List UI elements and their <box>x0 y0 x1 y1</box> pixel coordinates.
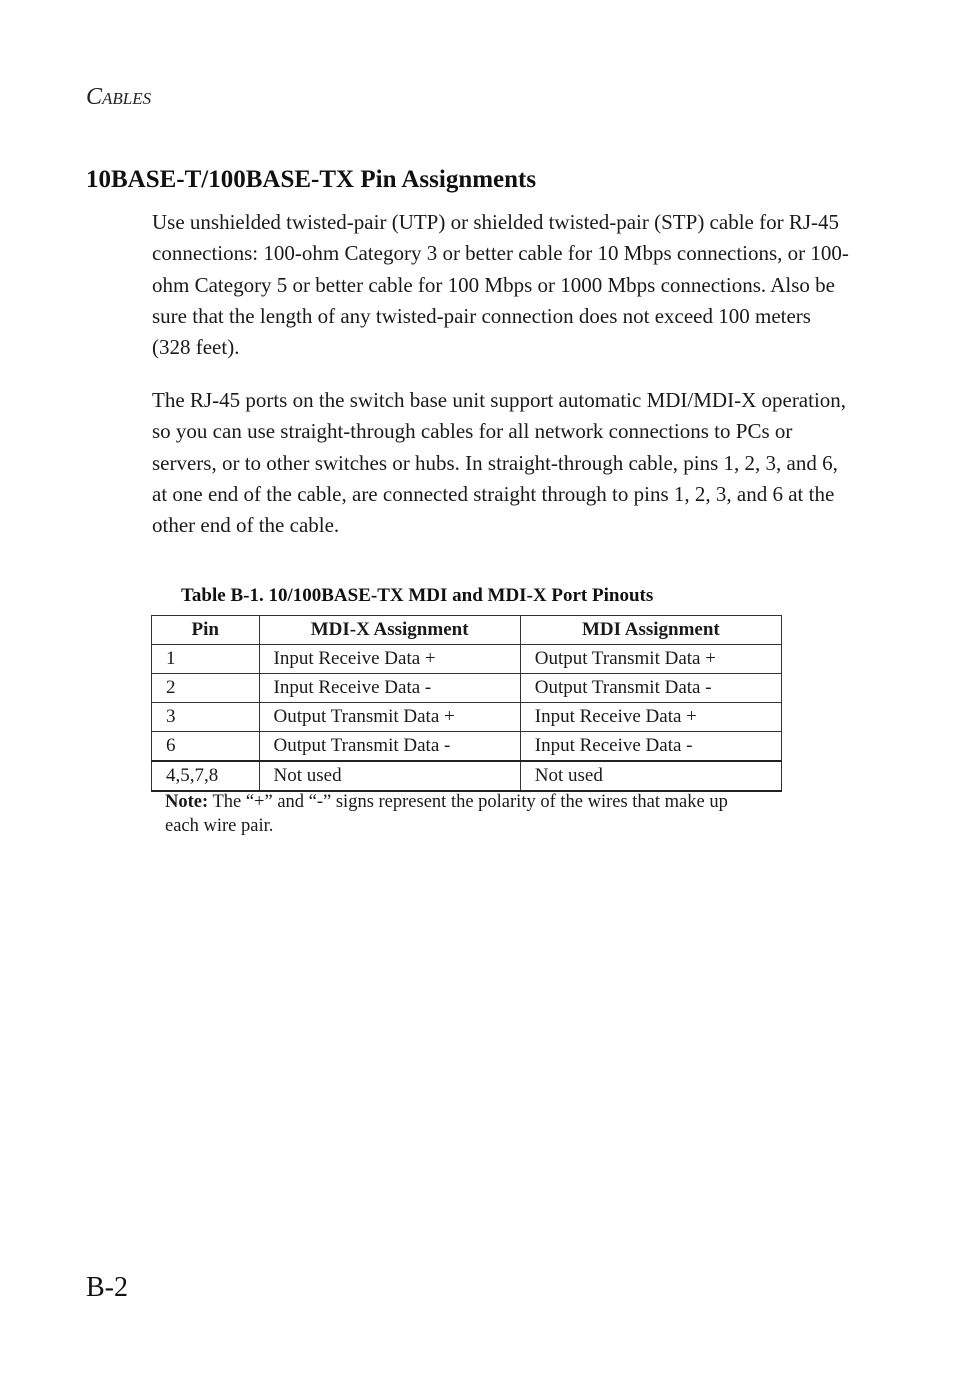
mdi-cell: Input Receive Data - <box>520 732 781 762</box>
table-header-row <box>152 616 782 645</box>
pin-cell: 6 <box>152 732 260 762</box>
note-text: The “+” and “-” signs represent the polarity of the wires that make up each wire pair. <box>165 792 728 836</box>
pin-cell: 1 <box>152 645 260 674</box>
mdix-cell: Not used <box>259 761 520 791</box>
body-paragraph: Use unshielded twisted-pair (UTP) or shielded twisted-pair (STP) cable for RJ-45 connections: 100-ohm Category 3 or better cable for 10 Mbps connections, or 100-ohm Category 5 or better cable for 100 Mbps or 1000 Mbps connections. Also be sure that the length of any twisted-pair connection does not exceed 100 meters (328 feet). <box>152 210 849 360</box>
running-head: Cables <box>86 84 152 110</box>
table-row <box>152 761 782 791</box>
table-row <box>152 674 782 703</box>
column-header-mdi: MDI Assignment <box>520 616 781 645</box>
table-row <box>152 732 782 762</box>
column-header-pin: Pin <box>152 616 260 645</box>
pin-cell: 4,5,7,8 <box>152 761 260 791</box>
mdi-cell: Not used <box>520 761 781 791</box>
table-row <box>152 645 782 674</box>
section-heading: 10BASE-T/100BASE-TX Pin Assignments <box>86 166 537 193</box>
page-number: B-2 <box>86 1272 128 1303</box>
mdi-cell: Output Transmit Data - <box>520 674 781 703</box>
mdix-cell: Output Transmit Data - <box>259 732 520 762</box>
table-row <box>152 703 782 732</box>
mdix-cell: Input Receive Data - <box>259 674 520 703</box>
table-note <box>165 790 765 838</box>
pinout-table <box>151 615 782 792</box>
body-paragraph: The RJ-45 ports on the switch base unit support automatic MDI/MDI-X operation, so you can use straight-through cables for all network connections to PCs or servers, or to other switches or hubs. In straight-through cable, pins 1, 2, 3, and 6, at one end of the cable, are connected straight through to pins 1, 2, 3, and 6 at the other end of the cable. <box>152 388 847 538</box>
column-header-mdix: MDI-X Assignment <box>259 616 520 645</box>
pin-cell: 2 <box>152 674 260 703</box>
mdix-cell: Input Receive Data + <box>259 645 520 674</box>
table-caption: Table B-1. 10/100BASE-TX MDI and MDI-X Port Pinouts <box>181 585 654 606</box>
mdix-cell: Output Transmit Data + <box>259 703 520 732</box>
mdi-cell: Output Transmit Data + <box>520 645 781 674</box>
pin-cell: 3 <box>152 703 260 732</box>
mdi-cell: Input Receive Data + <box>520 703 781 732</box>
note-label: Note: <box>165 792 209 812</box>
